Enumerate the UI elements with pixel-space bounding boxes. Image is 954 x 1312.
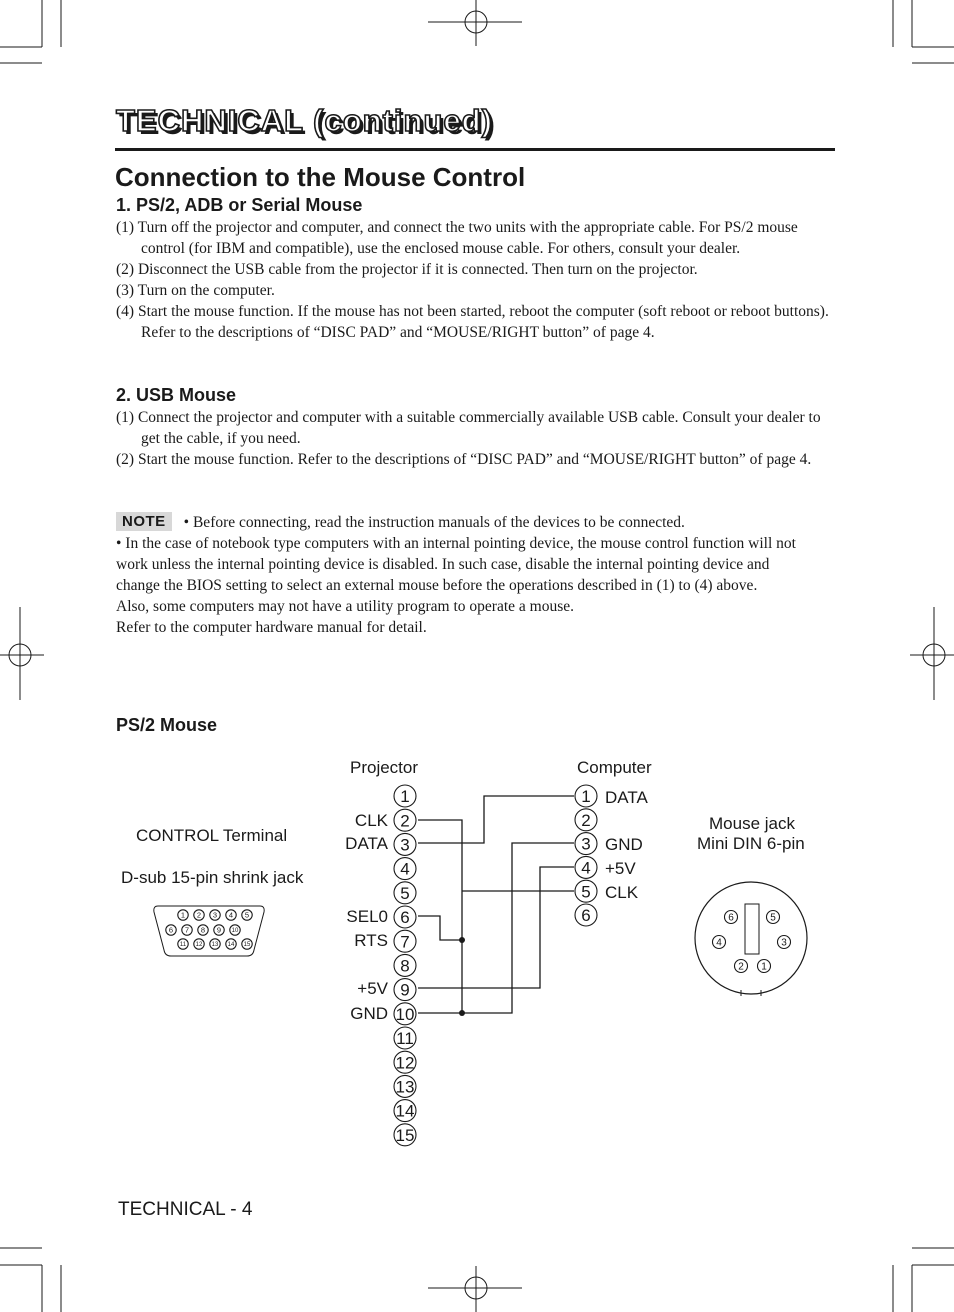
projector-pins	[394, 785, 416, 1146]
din-pin-2	[735, 960, 748, 973]
dsub-pin-10	[230, 925, 240, 935]
projector-pin-3	[394, 833, 416, 855]
comp-label-data: DATA	[605, 788, 648, 807]
footer-page-number: TECHNICAL - 4	[118, 1199, 253, 1220]
din-pin-6	[725, 911, 738, 924]
dsub-pin-13	[210, 939, 220, 949]
proj-label-sel0: SEL0	[346, 907, 388, 926]
wire-5v-to-comp-5v	[418, 867, 574, 988]
projector-pin-6-number: 6	[400, 908, 410, 928]
dsub-pin-4-number: 4	[228, 910, 234, 920]
projector-pin-9-number: 9	[400, 980, 410, 1000]
din-pin-5-number: 5	[770, 912, 776, 924]
projector-label: Projector	[350, 758, 419, 777]
projector-pin-5-number: 5	[400, 883, 410, 903]
projector-pin-15	[394, 1124, 416, 1146]
projector-pin-14-number: 14	[395, 1101, 415, 1121]
mini-din-connector	[695, 882, 807, 996]
dsub-pin-6	[166, 925, 176, 935]
dsub-pin-13-number: 13	[211, 942, 219, 949]
projector-pin-4-number: 4	[400, 859, 410, 879]
projector-pin-13	[394, 1075, 416, 1097]
note-paragraph: • In the case of notebook type computers with an internal pointing device, the mouse control function will not work unless the internal pointing device is disabled. In such case, disable the internal pointing device and change the BIOS setting to select an external mouse before the operations described in (1) to (4) above.	[116, 535, 796, 594]
header-title: TECHNICAL (continued)	[116, 103, 493, 138]
ps2-step-1: (1) Turn off the projector and computer, and connect the two units with the appropriate cable. For PS/2 mouse control (for IBM and compatible), use the enclosed mouse cable. For others, consult your dealer.	[116, 219, 798, 257]
comp-label-gnd: GND	[605, 835, 643, 854]
dsub-pin-11-number: 11	[179, 942, 187, 949]
projector-pin-6	[394, 906, 416, 928]
dsub-pin-1	[178, 910, 188, 920]
dsub-pin-5	[242, 910, 252, 920]
note-line-1: • Before connecting, read the instruction manuals of the devices to be connected.	[183, 514, 685, 531]
projector-pin-3-number: 3	[400, 835, 410, 855]
projector-pin-1-number: 1	[400, 787, 410, 807]
usb-step-1: (1) Connect the projector and computer with a suitable commercially available USB cable. Consult your dealer to get the cable, if you need.	[116, 409, 821, 447]
usb-step-2: (2) Start the mouse function. Refer to the descriptions of “DISC PAD” and “MOUSE/RIGHT button” of page 4.	[116, 451, 812, 468]
projector-pin-11	[394, 1027, 416, 1049]
junction-dot-gnd	[459, 1010, 465, 1016]
din-pin-1-number: 1	[761, 961, 767, 973]
note-line-4: Refer to the computer hardware manual for detail.	[116, 619, 427, 636]
dsub-pin-2-number: 2	[196, 910, 202, 920]
projector-pin-2	[394, 809, 416, 831]
ps2-step-4: (4) Start the mouse function. If the mouse has not been started, reboot the computer (soft reboot or reboot buttons). Refer to the descriptions of “DISC PAD” and “MOUSE/RIGHT button” of page 4.	[116, 303, 829, 341]
mini-din-label: Mini DIN 6-pin	[697, 834, 805, 853]
projector-pin-12	[394, 1051, 416, 1073]
dsub-pin-14	[226, 939, 236, 949]
projector-pin-8	[394, 954, 416, 976]
comp-label-5v: +5V	[605, 859, 636, 878]
projector-pin-2-number: 2	[400, 811, 410, 831]
dsub-pin-1-number: 1	[180, 910, 186, 920]
computer-pin-6-number: 6	[581, 906, 591, 926]
projector-pin-7-number: 7	[400, 932, 410, 952]
din-pin-3-number: 3	[781, 937, 787, 949]
dsub-pin-4	[226, 910, 236, 920]
din-pin-4-number: 4	[716, 937, 722, 949]
computer-pin-5-number: 5	[581, 882, 591, 902]
ps2-step-2: (2) Disconnect the USB cable from the projector if it is connected. Then turn on the projector.	[116, 261, 698, 278]
dsub-pin-14-number: 14	[227, 942, 235, 949]
computer-pin-3-number: 3	[581, 834, 591, 854]
comp-label-clk: CLK	[605, 883, 639, 902]
projector-pin-8-number: 8	[400, 956, 410, 976]
projector-pin-4	[394, 858, 416, 880]
projector-pin-12-number: 12	[395, 1053, 415, 1073]
computer-pin-4-number: 4	[581, 858, 591, 878]
note-line-3: Also, some computers may not have a utility program to operate a mouse.	[116, 598, 574, 615]
ps2-step-3: (3) Turn on the computer.	[116, 282, 275, 299]
wire-sel0-rts	[418, 916, 462, 940]
computer-pin-2	[575, 809, 597, 831]
projector-pin-15-number: 15	[395, 1125, 415, 1145]
computer-pins	[575, 785, 597, 926]
dsub-pin-15-number: 15	[243, 942, 251, 949]
computer-pin-6	[575, 904, 597, 926]
dsub-pin-8-number: 8	[200, 925, 206, 935]
dsub-pin-3-number: 3	[212, 910, 218, 920]
projector-pin-11-number: 11	[396, 1029, 414, 1049]
din-pin-2-number: 2	[738, 961, 744, 973]
dsub-pin-3	[210, 910, 220, 920]
din-pin-3	[778, 936, 791, 949]
dsub-pin-15	[242, 939, 252, 949]
din-pin-6-number: 6	[728, 912, 734, 924]
computer-pin-5	[575, 880, 597, 902]
dsub-pin-12-number: 12	[195, 942, 203, 949]
projector-pin-1	[394, 785, 416, 807]
projector-pin-14	[394, 1100, 416, 1122]
proj-label-data: DATA	[345, 834, 388, 853]
dsub-pin-7	[182, 925, 192, 935]
projector-pin-7	[394, 930, 416, 952]
projector-pin-10	[394, 1003, 416, 1025]
usb-heading: 2. USB Mouse	[116, 385, 237, 405]
computer-pin-2-number: 2	[581, 810, 591, 830]
dsub-pin-5-number: 5	[244, 910, 250, 920]
ps2-heading: 1. PS/2, ADB or Serial Mouse	[116, 195, 363, 215]
dsub-pin-2	[194, 910, 204, 920]
projector-pin-9	[394, 979, 416, 1001]
din-pin-4	[713, 936, 726, 949]
computer-pin-1	[575, 785, 597, 807]
computer-pin-1-number: 1	[581, 787, 591, 807]
dsub-pin-7-number: 7	[184, 925, 190, 935]
proj-label-gnd: GND	[350, 1004, 388, 1023]
dsub-pin-11	[178, 939, 188, 949]
computer-pin-4	[575, 856, 597, 878]
control-terminal-label: CONTROL Terminal	[136, 826, 288, 845]
diagram-title: PS/2 Mouse	[116, 715, 218, 735]
computer-label: Computer	[577, 758, 652, 777]
din-pin-5	[767, 911, 780, 924]
proj-label-rts: RTS	[354, 931, 388, 950]
dsub-label: D-sub 15-pin shrink jack	[121, 868, 304, 887]
mouse-jack-label: Mouse jack	[709, 814, 795, 833]
dsub-connector	[154, 906, 264, 956]
din-pin-1	[758, 960, 771, 973]
dsub-pin-8	[198, 925, 208, 935]
dsub-pin-6-number: 6	[168, 925, 174, 935]
note-badge: NOTE	[116, 512, 172, 531]
dsub-pin-9-number: 9	[216, 925, 222, 935]
dsub-pin-9	[214, 925, 224, 935]
projector-pin-13-number: 13	[395, 1077, 415, 1097]
section-title: Connection to the Mouse Control	[115, 162, 526, 192]
projector-pin-5	[394, 882, 416, 904]
junction-dot-rts	[459, 937, 465, 943]
proj-label-5v: +5V	[357, 979, 388, 998]
proj-label-clk: CLK	[354, 811, 388, 830]
wires	[418, 796, 574, 1013]
dsub-pin-10-number: 10	[231, 928, 239, 935]
computer-pin-3	[575, 833, 597, 855]
dsub-pin-12	[194, 939, 204, 949]
projector-pin-10-number: 10	[395, 1004, 415, 1024]
